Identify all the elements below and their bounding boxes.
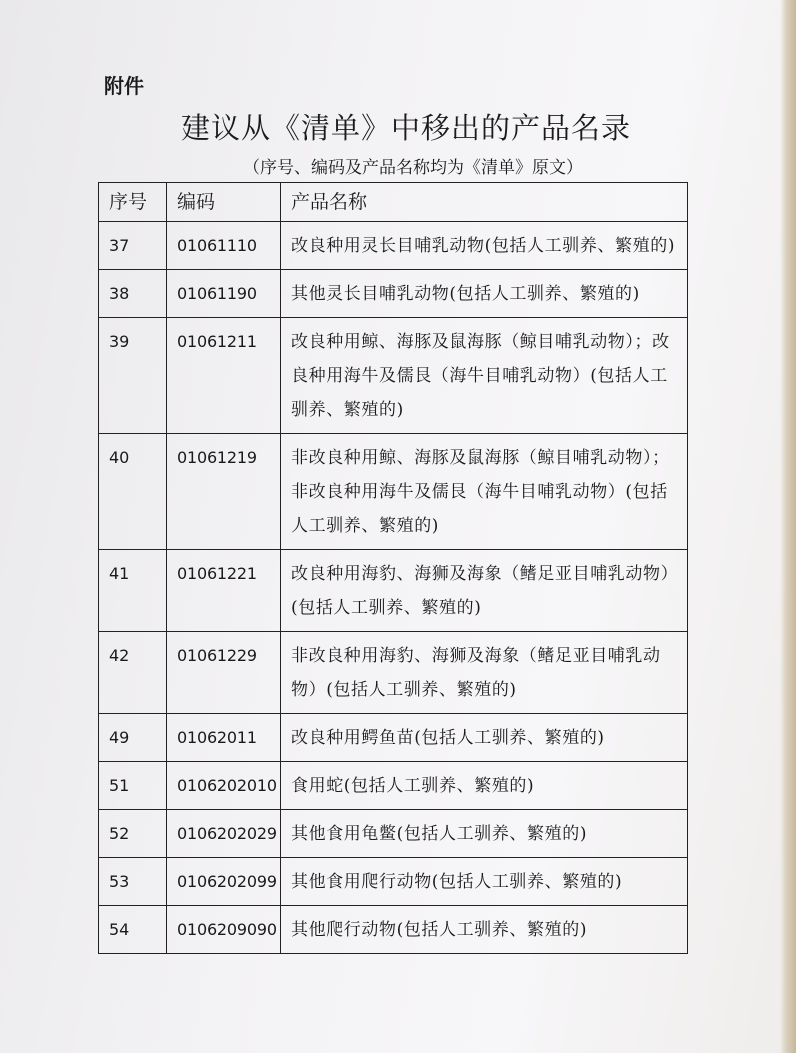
table-row [99, 858, 688, 906]
table-header-row [99, 183, 688, 222]
header-name: 产品名称 [281, 183, 688, 222]
table-row [99, 906, 688, 954]
row-seq: 37 [99, 222, 167, 270]
table-row [99, 270, 688, 318]
header-seq: 序号 [99, 183, 167, 222]
table-row [99, 222, 688, 270]
row-seq: 38 [99, 270, 167, 318]
row-code: 01061221 [167, 550, 281, 632]
row-seq: 49 [99, 714, 167, 762]
product-table [98, 182, 688, 954]
row-code: 0106202010 [167, 762, 281, 810]
row-seq: 52 [99, 810, 167, 858]
row-seq: 53 [99, 858, 167, 906]
document-title: 建议从《清单》中移出的产品名录 [180, 111, 631, 145]
table-row [99, 318, 688, 434]
row-name: 非改良种用鲸、海豚及鼠海豚（鲸目哺乳动物）；非改良种用海牛及儒艮（海牛目哺乳动物）(包括人工驯养、繁殖的) [281, 434, 688, 550]
attachment-label: 附件 [104, 74, 144, 98]
row-name: 其他食用爬行动物(包括人工驯养、繁殖的) [281, 858, 688, 906]
table-row [99, 550, 688, 632]
row-name: 食用蛇(包括人工驯养、繁殖的) [281, 762, 688, 810]
row-name: 其他食用龟鳖(包括人工驯养、繁殖的) [281, 810, 688, 858]
row-code: 0106209090 [167, 906, 281, 954]
table-row [99, 762, 688, 810]
row-seq: 39 [99, 318, 167, 434]
document-subtitle: （序号、编码及产品名称均为《清单》原文） [243, 158, 583, 178]
row-name: 改良种用海豹、海狮及海象（鳍足亚目哺乳动物）(包括人工驯养、繁殖的) [281, 550, 688, 632]
row-seq: 51 [99, 762, 167, 810]
row-code: 01061190 [167, 270, 281, 318]
table-row [99, 810, 688, 858]
row-name: 其他灵长目哺乳动物(包括人工驯养、繁殖的) [281, 270, 688, 318]
table-row [99, 714, 688, 762]
header-code: 编码 [167, 183, 281, 222]
row-code: 0106202029 [167, 810, 281, 858]
row-name: 改良种用鲸、海豚及鼠海豚（鲸目哺乳动物）；改良种用海牛及儒艮（海牛目哺乳动物）(包括人工驯养、繁殖的) [281, 318, 688, 434]
table-row [99, 434, 688, 550]
row-name: 改良种用灵长目哺乳动物(包括人工驯养、繁殖的) [281, 222, 688, 270]
row-code: 0106202099 [167, 858, 281, 906]
row-seq: 42 [99, 632, 167, 714]
row-code: 01061211 [167, 318, 281, 434]
row-name: 非改良种用海豹、海狮及海象（鳍足亚目哺乳动物）(包括人工驯养、繁殖的) [281, 632, 688, 714]
row-code: 01061219 [167, 434, 281, 550]
row-name: 改良种用鳄鱼苗(包括人工驯养、繁殖的) [281, 714, 688, 762]
row-seq: 54 [99, 906, 167, 954]
row-code: 01061229 [167, 632, 281, 714]
row-seq: 41 [99, 550, 167, 632]
table-row [99, 632, 688, 714]
row-name: 其他爬行动物(包括人工驯养、繁殖的) [281, 906, 688, 954]
row-seq: 40 [99, 434, 167, 550]
row-code: 01062011 [167, 714, 281, 762]
row-code: 01061110 [167, 222, 281, 270]
